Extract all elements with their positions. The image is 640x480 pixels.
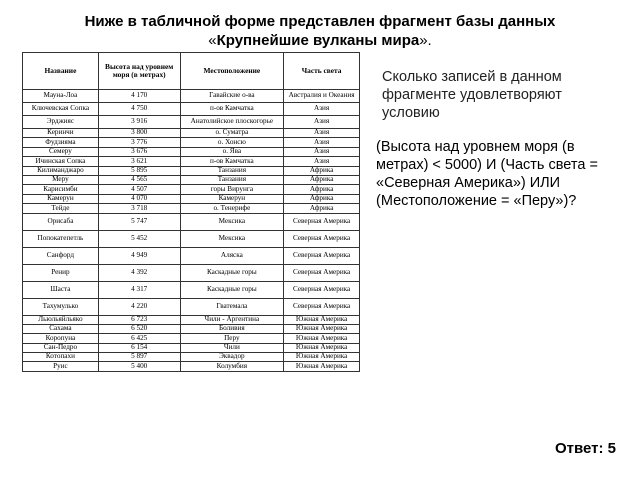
cell-name: Котопахи <box>23 353 99 362</box>
cell-location: Колумбия <box>180 362 284 371</box>
cell-continent: Северная Америка <box>284 247 360 264</box>
cell-height: 5 747 <box>98 213 180 230</box>
table-row <box>23 116 360 129</box>
question-text: Сколько записей в данном фрагменте удовлетворяют условию <box>382 69 562 121</box>
cell-continent: Северная Америка <box>284 230 360 247</box>
table-row <box>23 324 360 333</box>
cell-name: Тахумулько <box>23 298 99 315</box>
cell-continent: Южная Америка <box>284 353 360 362</box>
cell-continent: Африка <box>284 204 360 213</box>
table-row <box>23 230 360 247</box>
cell-location: Эквадор <box>180 353 284 362</box>
question-block <box>376 68 616 210</box>
title-line-2 <box>0 31 640 50</box>
table-row <box>23 175 360 184</box>
title-quote-close: ». <box>419 32 432 49</box>
table-row <box>23 129 360 138</box>
cell-height: 6 154 <box>98 343 180 352</box>
cell-name: Тейде <box>23 204 99 213</box>
table-row <box>23 353 360 362</box>
table-row <box>23 281 360 298</box>
table-header-row <box>23 53 360 90</box>
cell-continent: Австралия и Океания <box>284 90 360 103</box>
cell-height: 6 723 <box>98 315 180 324</box>
cell-location: п-ов Камчатка <box>180 157 284 166</box>
cell-location: Анатолийское плоскогорье <box>180 116 284 129</box>
cell-location: Перу <box>180 334 284 343</box>
database-name: Крупнейшие вулканы мира <box>216 32 420 49</box>
cell-continent: Азия <box>284 157 360 166</box>
cell-height: 4 317 <box>98 281 180 298</box>
cell-name: Мауна-Лоа <box>23 90 99 103</box>
cell-height: 3 800 <box>98 129 180 138</box>
cell-location: о. Тенерифе <box>180 204 284 213</box>
cell-location: Чили - Аргентина <box>180 315 284 324</box>
header-name: Название <box>23 53 99 90</box>
cell-name: Керинчи <box>23 129 99 138</box>
cell-continent: Северная Америка <box>284 298 360 315</box>
cell-continent: Азия <box>284 103 360 116</box>
cell-location: Гавайские о-ва <box>180 90 284 103</box>
cell-height: 4 949 <box>98 247 180 264</box>
cell-name: Эрджияс <box>23 116 99 129</box>
cell-continent: Южная Америка <box>284 343 360 352</box>
cell-name: Руис <box>23 362 99 371</box>
cell-location: Чили <box>180 343 284 352</box>
title-line-1: Ниже в табличной форме представлен фрагмент базы данных <box>84 13 556 30</box>
cell-continent: Азия <box>284 129 360 138</box>
cell-name: Фудзияма <box>23 138 99 147</box>
cell-height: 4 220 <box>98 298 180 315</box>
cell-location: п-ов Камчатка <box>180 103 284 116</box>
table-row <box>23 264 360 281</box>
cell-name: Орисаба <box>23 213 99 230</box>
table-row <box>23 298 360 315</box>
question-condition: (Высота над уровнем моря (в метрах) < 5000) И (Часть света = «Северная Америка») ИЛИ (Местоположение = «Перу»)? <box>376 139 598 209</box>
cell-name: Карисимби <box>23 185 99 194</box>
cell-location: Аляска <box>180 247 284 264</box>
table-row <box>23 185 360 194</box>
cell-continent: Южная Америка <box>284 362 360 371</box>
cell-height: 4 170 <box>98 90 180 103</box>
cell-location: о. Суматра <box>180 129 284 138</box>
cell-continent: Южная Америка <box>284 315 360 324</box>
cell-continent: Азия <box>284 138 360 147</box>
cell-name: Коропуна <box>23 334 99 343</box>
cell-height: 4 565 <box>98 175 180 184</box>
cell-height: 5 895 <box>98 166 180 175</box>
cell-height: 3 621 <box>98 157 180 166</box>
cell-location: Танзания <box>180 166 284 175</box>
cell-name: Шаста <box>23 281 99 298</box>
cell-name: Килиманджаро <box>23 166 99 175</box>
cell-height: 4 507 <box>98 185 180 194</box>
slide-title <box>0 12 640 50</box>
cell-name: Льюльяйльяко <box>23 315 99 324</box>
title-quote-open: « <box>208 32 217 49</box>
cell-continent: Северная Америка <box>284 213 360 230</box>
cell-continent: Африка <box>284 175 360 184</box>
table-row <box>23 343 360 352</box>
cell-name: Ключевская Сопка <box>23 103 99 116</box>
cell-location: Каскадные горы <box>180 281 284 298</box>
cell-height: 4 392 <box>98 264 180 281</box>
table-row <box>23 157 360 166</box>
answer-text: Ответ: 5 <box>554 440 616 457</box>
cell-continent: Африка <box>284 166 360 175</box>
cell-height: 5 897 <box>98 353 180 362</box>
cell-location: Каскадные горы <box>180 264 284 281</box>
table-row <box>23 194 360 203</box>
cell-height: 3 776 <box>98 138 180 147</box>
table-row <box>23 334 360 343</box>
cell-height: 4 750 <box>98 103 180 116</box>
cell-location: Гватемала <box>180 298 284 315</box>
table-row <box>23 213 360 230</box>
cell-name: Ичинская Сопка <box>23 157 99 166</box>
cell-continent: Северная Америка <box>284 264 360 281</box>
cell-name: Камерун <box>23 194 99 203</box>
cell-continent: Африка <box>284 185 360 194</box>
cell-name: Сахама <box>23 324 99 333</box>
cell-height: 4 070 <box>98 194 180 203</box>
cell-location: Боливия <box>180 324 284 333</box>
cell-height: 3 718 <box>98 204 180 213</box>
table-row <box>23 103 360 116</box>
cell-location: о. Хонсю <box>180 138 284 147</box>
volcano-table-container <box>22 52 360 372</box>
cell-location: Камерун <box>180 194 284 203</box>
table-row <box>23 147 360 156</box>
table-row <box>23 362 360 371</box>
cell-name: Ренир <box>23 264 99 281</box>
cell-height: 6 520 <box>98 324 180 333</box>
cell-height: 6 425 <box>98 334 180 343</box>
cell-continent: Северная Америка <box>284 281 360 298</box>
cell-height: 3 676 <box>98 147 180 156</box>
cell-continent: Южная Америка <box>284 334 360 343</box>
cell-height: 5 400 <box>98 362 180 371</box>
cell-height: 5 452 <box>98 230 180 247</box>
table-row <box>23 90 360 103</box>
cell-location: горы Вирунга <box>180 185 284 194</box>
cell-name: Меру <box>23 175 99 184</box>
table-row <box>23 315 360 324</box>
cell-name: Попокатепетль <box>23 230 99 247</box>
table-row <box>23 138 360 147</box>
cell-continent: Южная Америка <box>284 324 360 333</box>
cell-name: Семеру <box>23 147 99 156</box>
cell-name: Сан-Педро <box>23 343 99 352</box>
cell-location: о. Ява <box>180 147 284 156</box>
volcano-table <box>22 52 360 372</box>
cell-height: 3 916 <box>98 116 180 129</box>
table-row <box>23 166 360 175</box>
cell-continent: Азия <box>284 147 360 156</box>
header-continent: Часть света <box>284 53 360 90</box>
cell-location: Мексика <box>180 213 284 230</box>
header-location: Местоположение <box>180 53 284 90</box>
cell-continent: Азия <box>284 116 360 129</box>
header-height: Высота над уровнем моря (в метрах) <box>98 53 180 90</box>
cell-name: Санфорд <box>23 247 99 264</box>
cell-location: Танзания <box>180 175 284 184</box>
cell-location: Мексика <box>180 230 284 247</box>
table-row <box>23 204 360 213</box>
table-row <box>23 247 360 264</box>
table-body <box>23 90 360 372</box>
cell-continent: Африка <box>284 194 360 203</box>
